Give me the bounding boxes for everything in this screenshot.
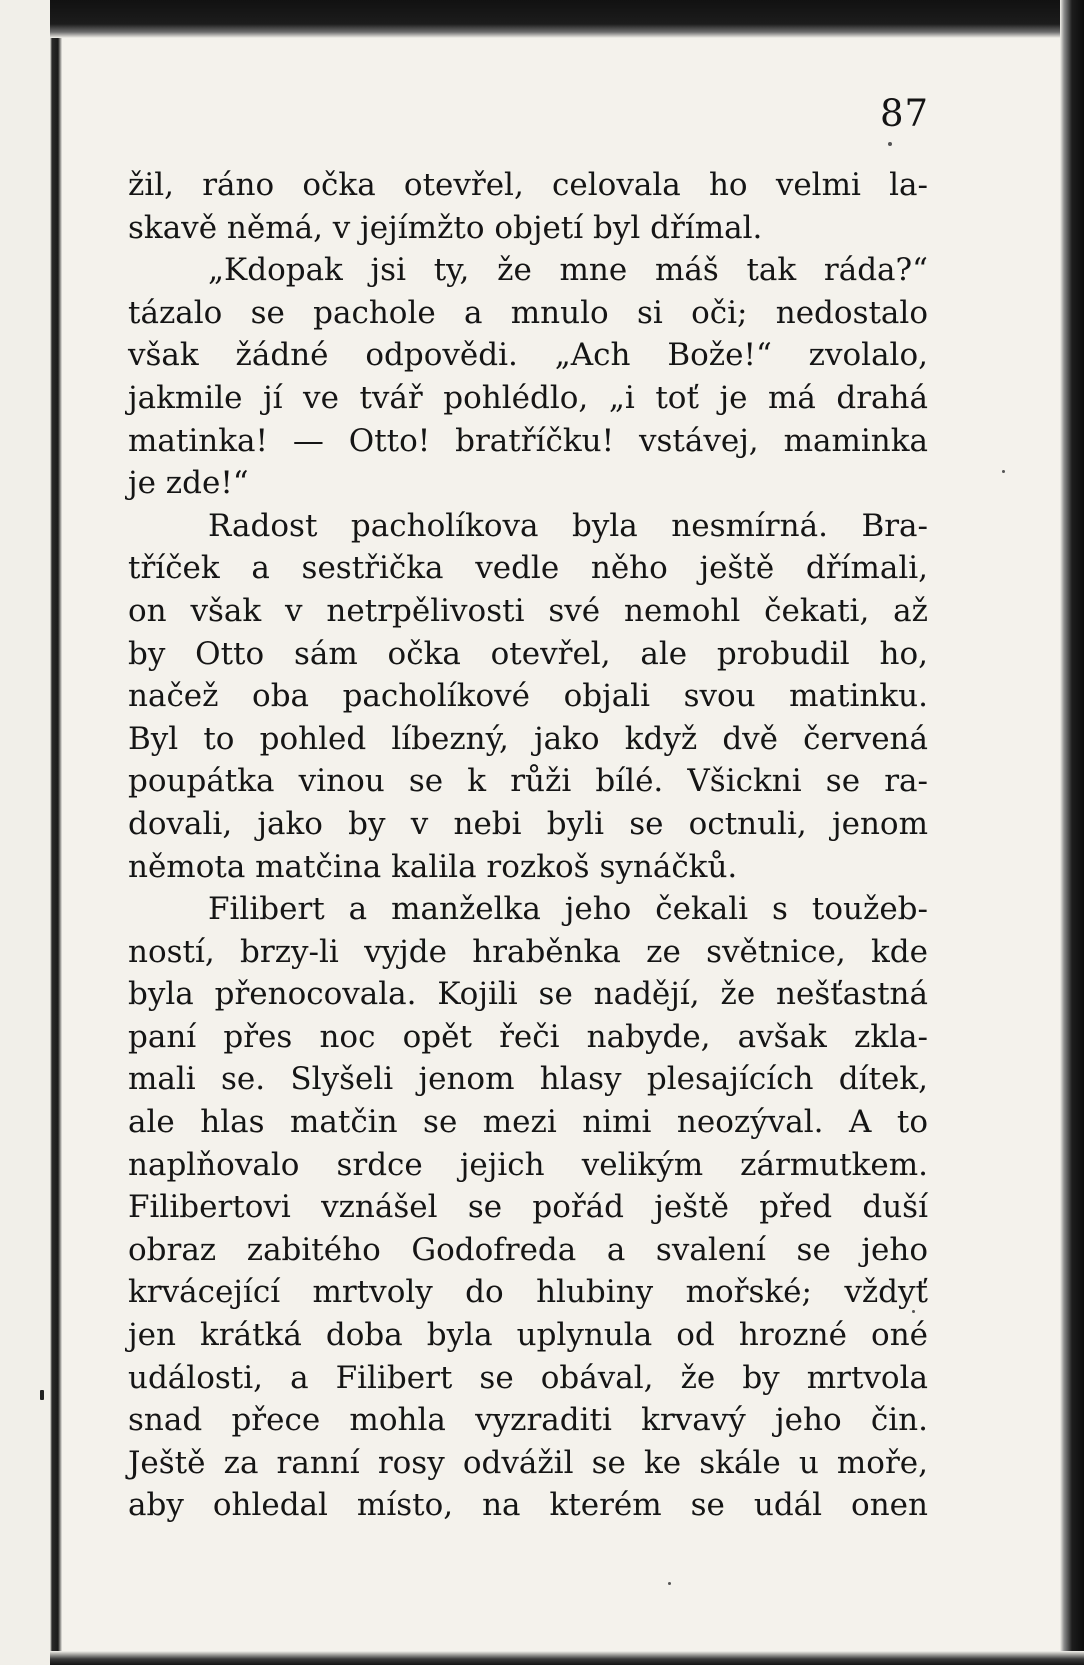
scan-bottom-border (50, 1651, 1084, 1665)
scan-left-border (0, 0, 62, 1665)
text-line: ností, brzy-li vyjde hraběnka ze světnice, kde (128, 933, 928, 970)
text-line: aby ohledal místo, na kterém se udál onen (128, 1487, 928, 1524)
text-line: Filibert a manželka jeho čekali s toužeb- (208, 891, 928, 928)
text-line: jakmile jí ve tvář pohlédlo, „i toť je má drahá (128, 379, 928, 416)
text-line: je zde!“ (128, 465, 249, 502)
text-line: by Otto sám očka otevřel, ale probudil ho, (128, 635, 928, 672)
scan-speck (668, 1582, 671, 1585)
text-line: on však v netrpělivosti své nemohl čekati, až (128, 592, 928, 629)
text-line: krvácející mrtvoly do hlubiny mořské; vždyť (128, 1274, 928, 1311)
text-line: snad přece mohla vyzraditi krvavý jeho čin. (128, 1402, 928, 1439)
text-line: Radost pacholíkova byla nesmírná. Bra- (208, 507, 928, 544)
text-line: „Kdopak jsi ty, že mne máš tak ráda?“ (208, 252, 928, 289)
text-line: byla přenocovala. Kojili se nadějí, že nešťastná (128, 976, 928, 1013)
text-line: matinka! — Otto! bratříčku! vstávej, maminka (128, 422, 928, 459)
text-line: události, a Filibert se obával, že by mrtvola (128, 1359, 928, 1396)
text-line: však žádné odpovědi. „Ach Bože!“ zvolalo, (128, 337, 928, 374)
text-line: žil, ráno očka otevřel, celovala ho velmi la- (128, 167, 928, 203)
text-line: tříček a sestřička vedle něho ještě dřímali, (128, 550, 928, 587)
scan-top-border (50, 0, 1084, 38)
text-line: poupátka vinou se k růži bílé. Všickni se ra- (128, 763, 928, 800)
scan-right-border (1060, 0, 1084, 1665)
text-line: paní přes noc opět řeči nabyde, avšak zkla- (128, 1018, 928, 1055)
text-line: načež oba pacholíkové objali svou matinku. (128, 678, 928, 715)
scan-speck (888, 142, 892, 146)
text-line: jen krátká doba byla uplynula od hrozné oné (128, 1317, 928, 1354)
text-line: dovali, jako by v nebi byli se octnuli, jenom (128, 805, 928, 842)
text-line: skavě němá, v jejímžto objetí byl dřímal. (128, 209, 763, 246)
body-text (128, 164, 928, 1527)
scan-speck (40, 1390, 44, 1400)
text-line: mali se. Slyšeli jenom hlasy plesajících dítek, (128, 1061, 928, 1098)
text-line: němota matčina kalila rozkoš synáčků. (128, 848, 738, 885)
text-line: ale hlas matčin se mezi nimi neozýval. A to (128, 1104, 928, 1141)
text-line: Filibertovi vznášel se pořád ještě před duší (128, 1189, 928, 1226)
text-line: Ještě za ranní rosy odvážil se ke skále u moře, (128, 1444, 928, 1481)
text-line: naplňovalo srdce jejich velikým zármutkem. (128, 1146, 928, 1183)
page-number: 87 (880, 92, 930, 135)
text-line: Byl to pohled líbezný, jako když dvě červená (128, 720, 928, 757)
text-line: tázalo se pachole a mnulo si oči; nedostalo (128, 294, 928, 331)
scan-speck (1002, 470, 1005, 473)
text-line: obraz zabitého Godofreda a svalení se jeho (128, 1231, 928, 1268)
